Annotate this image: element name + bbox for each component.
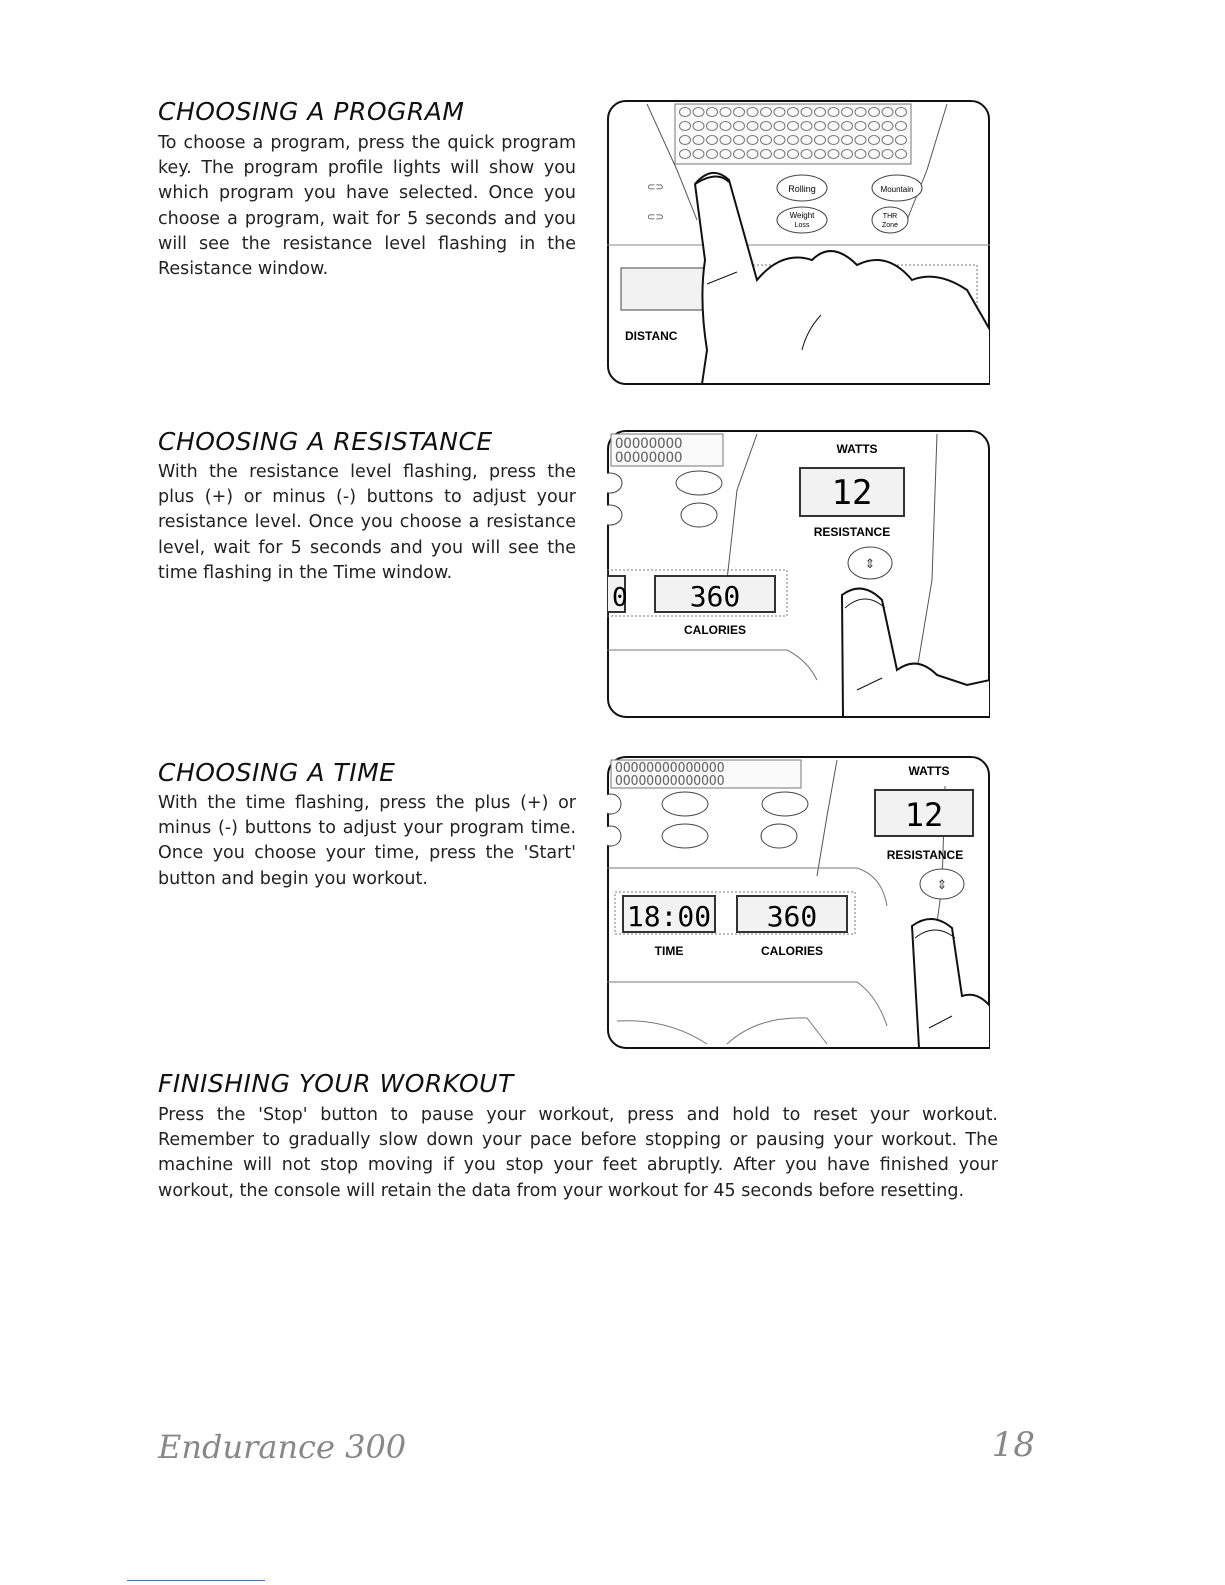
resistance-value: 12: [904, 796, 944, 834]
watts-label: WATTS: [836, 442, 878, 456]
weight-label: Weight: [789, 211, 815, 220]
svg-text:⇕: ⇕: [864, 557, 876, 572]
zone-label: Zone: [882, 222, 898, 229]
section-body-program: To choose a program, press the quick program key. The program profile lights will show you which program you have selected. Once you choose a program, wait for 5 seconds and you will see the resistance level flashing in the Resistance window.: [158, 133, 576, 280]
distance-label: DISTANC: [625, 329, 678, 343]
section-heading-finishing: FINISHING YOUR WORKOUT: [158, 1069, 514, 1098]
svg-text:OOOOOOOOOOOOOO: OOOOOOOOOOOOOO: [615, 761, 725, 776]
page-number: 18: [991, 1425, 1035, 1465]
bottom-rule: [127, 1580, 265, 1581]
svg-text:OOOOOOOOOOOOOO: OOOOOOOOOOOOOO: [615, 774, 725, 789]
svg-text:⊂⊃: ⊂⊃: [647, 212, 664, 223]
calories-value: 360: [766, 900, 818, 933]
figure-program-console: [607, 100, 990, 385]
time-partial-value: 0: [612, 583, 628, 613]
section-heading-resistance: CHOOSING A RESISTANCE: [158, 427, 493, 456]
time-label: TIME: [654, 944, 684, 958]
thr-label: THR: [882, 213, 898, 220]
calories-label: CALORIES: [760, 944, 824, 958]
calories-label: CALORIES: [683, 623, 747, 637]
footer-product-title: Endurance 300: [158, 1428, 407, 1466]
section-heading-time: CHOOSING A TIME: [158, 758, 396, 787]
watts-label: WATTS: [908, 764, 950, 778]
time-value: 18:00: [626, 900, 712, 933]
thr-zone-button: [872, 207, 908, 233]
section-body-finishing: Press the 'Stop' button to pause your workout, press and hold to reset your workout. Remember to gradually slow down your pace before stopping or pausing your workout. The machine will not stop moving if you stop your feet abruptly. After you have finished your workout, the console will retain the data from your workout for 45 seconds before resetting.: [158, 1105, 998, 1201]
svg-text:⊂⊃: ⊂⊃: [647, 182, 664, 193]
figure-resistance-console: [607, 430, 990, 718]
console-illustration: [607, 756, 990, 1049]
svg-text:OOOOOOOO: OOOOOOOO: [615, 436, 683, 452]
resistance-label: RESISTANCE: [886, 848, 964, 862]
calories-value: 360: [689, 580, 741, 613]
svg-text:⇕: ⇕: [936, 878, 948, 893]
rolling-label: Rolling: [788, 184, 816, 194]
console-illustration: [607, 430, 990, 718]
figure-time-console: [607, 756, 990, 1049]
mountain-label: Mountain: [880, 185, 914, 194]
section-body-time: With the time flashing, press the plus (+) or minus (-) buttons to adjust your program time. Once you choose your time, press the 'Start' button and begin you workout.: [158, 793, 576, 889]
resistance-value: 12: [831, 473, 873, 513]
resistance-label: RESISTANCE: [813, 525, 891, 539]
console-illustration: [607, 100, 990, 385]
svg-text:OOOOOOOO: OOOOOOOO: [615, 450, 683, 466]
loss-label: Loss: [794, 222, 810, 229]
section-body-resistance: With the resistance level flashing, press the plus (+) or minus (-) buttons to adjust your resistance level. Once you choose a resistance level, wait for 5 seconds and you will see the time flashing in the Time window.: [158, 462, 576, 583]
profile-light-grid: [675, 104, 911, 164]
section-heading-program: CHOOSING A PROGRAM: [158, 97, 465, 126]
